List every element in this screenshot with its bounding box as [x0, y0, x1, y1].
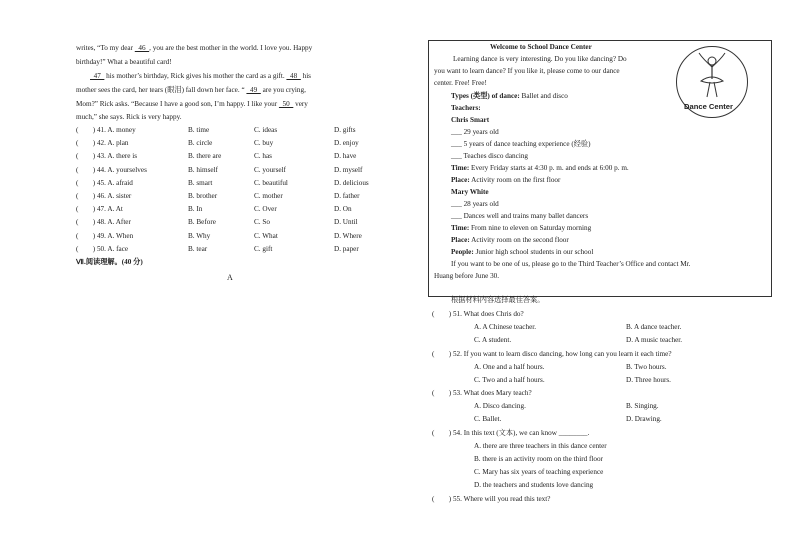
option-41-c: C. ideas: [254, 126, 278, 134]
cloze-line-1: writes, “To my dear 46 , you are the best mother in the world. I love you. Happy: [76, 44, 313, 52]
option-44-c: C. yourself: [254, 165, 286, 174]
option-45-b: B. smart: [188, 178, 213, 187]
question-54: ( ) 54. In this text (文本), we can know ________.: [432, 429, 590, 437]
section-title: Ⅶ.阅读理解。(40 分): [76, 258, 143, 266]
chris-info-3: ___ Teaches disco dancing: [451, 152, 529, 160]
q53-option-c: C. Ballet.: [474, 415, 502, 423]
question-52: ( ) 52. If you want to learn disco dancing, how long can you learn it each time?: [432, 350, 672, 358]
option-46-d: D. father: [334, 192, 360, 200]
people-value: Junior high school students in our school: [473, 248, 594, 256]
option-50-b: B. tear: [188, 244, 208, 253]
q52-option-c: C. Two and a half hours.: [474, 376, 545, 384]
option-44-b: B. himself: [188, 165, 218, 174]
mary-time-label: Time:: [451, 224, 470, 232]
chris-place-value: Activity room on the first floor: [469, 176, 561, 184]
mary-place-value: Activity room on the second floor: [469, 236, 569, 244]
option-48-num: ( ) 48. A. After: [76, 218, 131, 227]
option-44-d: D. myself: [334, 165, 363, 174]
types-label: Types (类型) of dance:: [451, 92, 520, 100]
option-48-c: C. So: [254, 218, 270, 227]
chris-info-2: ___ 5 years of dance teaching experience (经验): [451, 140, 591, 148]
question-51: ( ) 51. What does Chris do?: [432, 310, 524, 318]
mary-place-label: Place:: [451, 236, 470, 244]
question-55: ( ) 55. Where will you read this text?: [432, 495, 551, 503]
q53-option-d: D. Drawing.: [626, 415, 662, 423]
teachers-label: Teachers:: [451, 104, 481, 112]
option-45-num: ( ) 45. A. afraid: [76, 178, 133, 187]
option-46-num: ( ) 46. A. sister: [76, 192, 132, 200]
q51-option-b: B. A dance teacher.: [626, 323, 682, 331]
chris-info-1: ___ 29 years old: [451, 128, 499, 136]
cloze-line-3: 47 his mother’s birthday, Rick gives his mother the card as a gift. 48 his: [90, 72, 311, 80]
option-49-b: B. Why: [188, 231, 211, 240]
chris-time: [451, 164, 629, 173]
option-42-b: B. circle: [188, 139, 213, 148]
notice-title: Welcome to School Dance Center: [490, 43, 592, 51]
notice-outro-1: If you want to be one of us, please go to the Third Teacher’s Office and contact Mr.: [451, 260, 691, 268]
notice-intro-3: center. Free! Free!: [434, 79, 487, 87]
option-49-d: D. Where: [334, 231, 362, 240]
notice-intro-2: you want to learn dance? If you like it, please come to our dance: [434, 67, 620, 75]
option-47-b: B. In: [188, 205, 203, 214]
q54-option-b: B. there is an activity room on the third floor: [474, 455, 603, 463]
mary-place: [451, 236, 569, 245]
mary-name: Mary White: [451, 188, 489, 196]
cloze-line-2: birthday!” What a beautiful card!: [76, 58, 172, 66]
q52-option-d: D. Three hours.: [626, 376, 671, 384]
chris-name: Chris Smart: [451, 116, 490, 124]
option-48-b: B. Before: [188, 218, 216, 227]
option-47-d: D. On: [334, 205, 352, 214]
mary-time-value: From nine to eleven on Saturday morning: [469, 224, 592, 232]
q53-option-b: B. Singing.: [626, 402, 659, 410]
option-42-num: ( ) 42. A. plan: [76, 139, 129, 148]
option-41-b: B. time: [188, 126, 210, 134]
part-label: A: [227, 273, 233, 282]
option-43-num: ( ) 43. A. there is: [76, 152, 138, 161]
cloze-line-5: Mom?” Rick asks. “Because I have a good son, I’m happy. I like your 50 very: [76, 100, 308, 108]
people-label: People:: [451, 248, 474, 256]
q54-option-c: C. Mary has six years of teaching experience: [474, 468, 604, 476]
q51-option-d: D. A music teacher.: [626, 336, 683, 344]
option-43-c: C. has: [254, 152, 272, 161]
q51-option-c: C. A student.: [474, 336, 512, 344]
option-46-b: B. brother: [188, 192, 218, 200]
mary-info-2: ___ Dances well and trains many ballet dancers: [451, 212, 589, 220]
option-43-b: B. there are: [188, 152, 222, 161]
q53-option-a: A. Disco dancing.: [474, 402, 526, 410]
notice-intro-1: Learning dance is very interesting. Do you like dancing? Do: [453, 55, 627, 63]
option-42-c: C. buy: [254, 139, 274, 148]
people: [451, 248, 593, 257]
option-49-num: ( ) 49. A. When: [76, 231, 134, 240]
mary-info-1: ___ 28 years old: [451, 200, 499, 208]
option-45-d: D. delicious: [334, 178, 369, 187]
cloze-line-6: much,” she says. Rick is very happy.: [76, 113, 182, 121]
option-50-d: D. paper: [334, 244, 359, 253]
option-48-d: D. Until: [334, 218, 358, 227]
chris-place-label: Place:: [451, 176, 470, 184]
q52-option-b: B. Two hours.: [626, 363, 667, 371]
notice-outro-2: Huang before June 30.: [434, 272, 500, 280]
mary-time: [451, 224, 591, 233]
q54-option-a: A. there are three teachers in this dance center: [474, 442, 607, 450]
dance-types: [451, 92, 568, 101]
option-45-c: C. beautiful: [254, 178, 288, 187]
option-47-c: C. Over: [254, 205, 277, 214]
types-value: Ballet and disco: [519, 92, 568, 100]
option-47-num: ( ) 47. A. At: [76, 205, 123, 214]
question-53: ( ) 53. What does Mary teach?: [432, 389, 532, 397]
option-50-num: ( ) 50. A. face: [76, 244, 129, 253]
q52-option-a: A. One and a half hours.: [474, 363, 545, 371]
q51-option-a: A. A Chinese teacher.: [474, 323, 537, 331]
reading-instruction: 根据材料内容选择最佳答案。: [451, 296, 545, 304]
chris-time-label: Time:: [451, 164, 470, 172]
option-44-num: ( ) 44. A. yourselves: [76, 165, 147, 174]
option-41-d: D. gifts: [334, 126, 356, 134]
cloze-line-4: mother sees the card, her tears (眼泪) fall down her face. “ 49 are you crying,: [76, 86, 306, 94]
dance-center-logo: [676, 46, 748, 118]
q54-option-d: D. the teachers and students love dancing: [474, 481, 594, 489]
option-41-num: ( ) 41. A. money: [76, 126, 136, 134]
option-46-c: C. mother: [254, 192, 283, 200]
logo-text: Dance Center: [684, 102, 733, 111]
option-49-c: C. What: [254, 231, 278, 240]
option-50-c: C. gift: [254, 244, 273, 253]
chris-time-value: Every Friday starts at 4:30 p. m. and ends at 6:00 p. m.: [469, 164, 629, 172]
chris-place: [451, 176, 560, 185]
option-43-d: D. have: [334, 152, 357, 161]
option-42-d: D. enjoy: [334, 139, 359, 148]
